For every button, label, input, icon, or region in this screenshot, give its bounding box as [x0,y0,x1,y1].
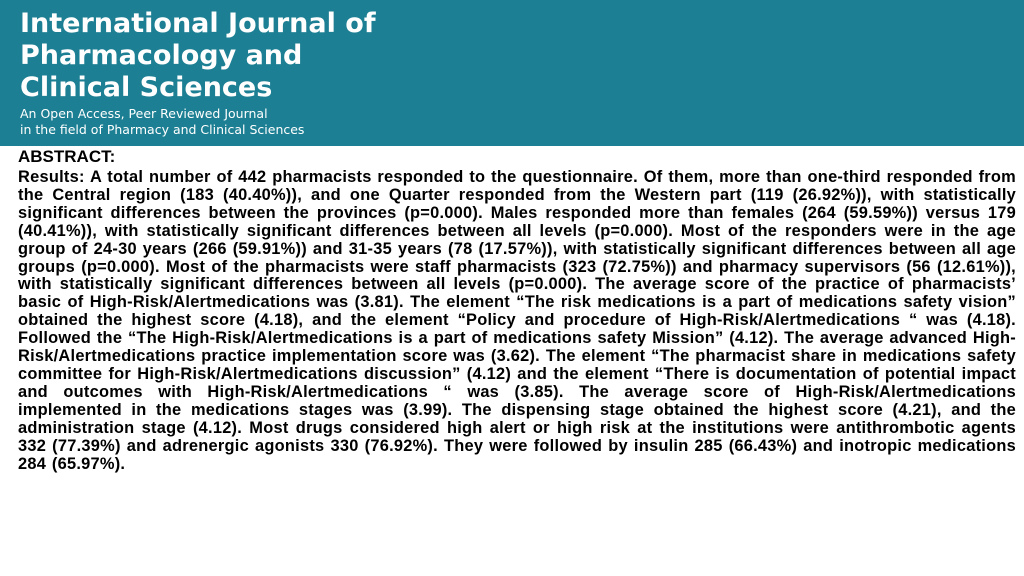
abstract-heading: ABSTRACT: [18,147,116,166]
results-label: Results: [18,168,85,186]
results-text: A total number of 442 pharmacists responded to the questionnaire. Of them, more than one-third responded from the Central region (183 (40.40%)), and one Quarter responded from the Western part (119 (26.92%)), with statistically significant differences between the provinces (p=0.000). Males responded more than females (264 (59.59%)) versus 179 (40.41%)), with statistically significant differences between all levels (p=0.000). Most of the responders were in the age group of 24-30 years (266 (59.91%)) and 31-35 years (78 (17.57%)), with statistically significant differences between all age groups (p=0.000). Most of the pharmacists were staff pharmacists (323 (72.75%)) and pharmacy supervisors (56 (12.61%)), with statistically significant differences between all levels (p=0.000). The average score of the practice of pharmacists’ basic of High-Risk/Alertmedications was (3.81). The element “The risk medications is a part of medications safety vision” obtained the highest score (4.18), and the element “Policy and procedure of High-Risk/Alertmedications “ was (4.18). Followed the “The High-Risk/Alertmedications is a part of medications safety Mission” (4.12). The average advanced High-Risk/Alertmedications practice implementation score was (3.62). The element “The pharmacist share in medications safety committee for High-Risk/Alertmedications discussion” (4.12) and the element “There is documentation of potential impact and outcomes with High-Risk/Alertmedications “ was (3.85). The average score of High-Risk/Alertmedications implemented in the medications stages was (3.99). The dispensing stage obtained the highest score (4.21), and the administration stage (4.12). Most drugs considered high alert or high risk at the institutions were antithrombotic agents 332 (77.39%) and adrenergic agonists 330 (76.92%). They were followed by insulin 285 (66.43%) and inotropic medications 284 (65.97%). [18,168,1016,473]
journal-banner [0,0,1024,146]
journal-tagline [20,106,304,138]
journal-title-line: International Journal of [20,8,376,39]
journal-tagline-line: An Open Access, Peer Reviewed Journal [20,106,268,121]
abstract-body [18,169,1016,473]
journal-title-line: Pharmacology and [20,40,303,71]
journal-title-line: Clinical Sciences [20,72,273,103]
journal-tagline-line: in the field of Pharmacy and Clinical Sciences [20,122,305,137]
journal-title [20,8,580,104]
abstract-section [18,146,1016,473]
